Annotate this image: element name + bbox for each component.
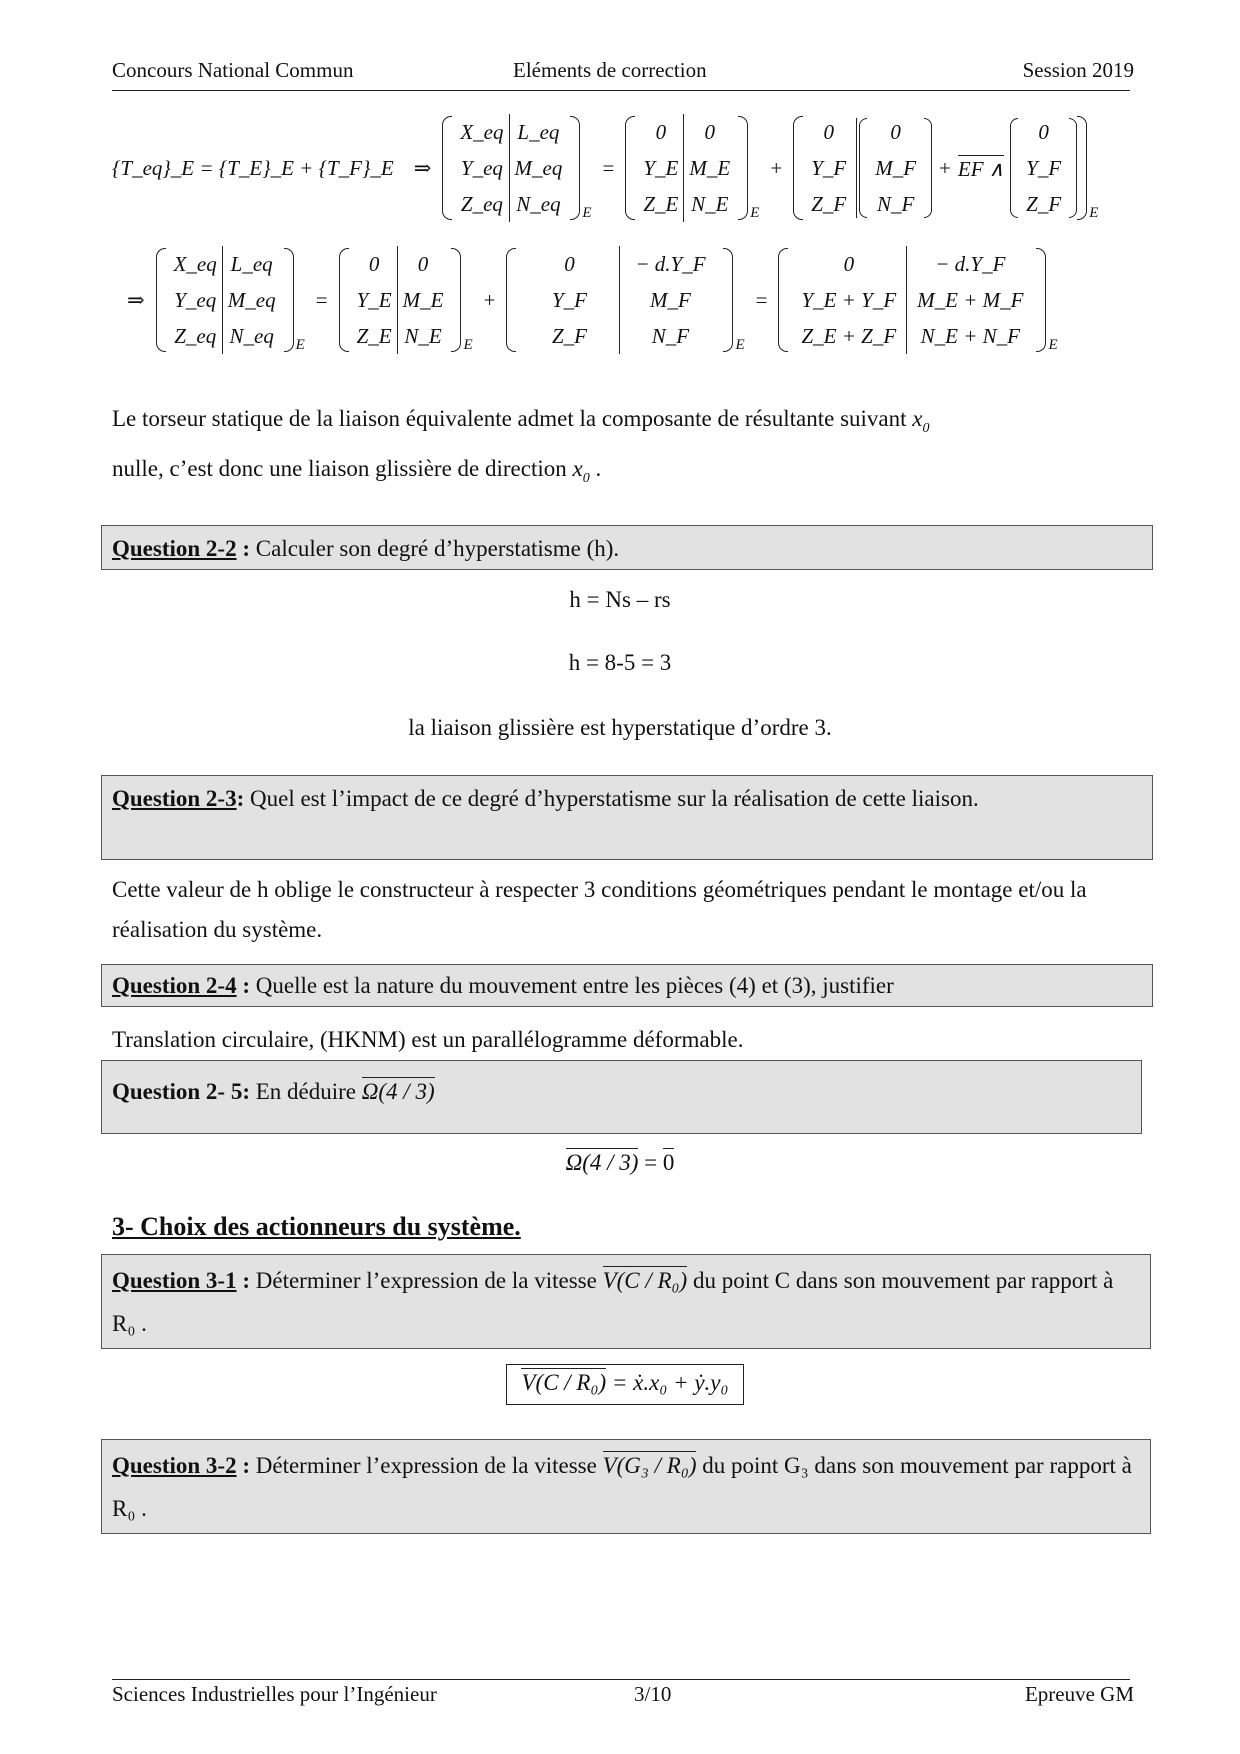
question-text: Déterminer l’expression de la vitesse	[250, 1268, 603, 1293]
answer-2-3: Cette valeur de h oblige le constructeur à respecter 3 conditions géométriques pendant le montage et/ou la réalisation du système.	[112, 877, 1087, 942]
tF-moment	[870, 114, 921, 222]
question-label: Question 3-1	[112, 1268, 237, 1293]
reference-point-subscript: E	[582, 205, 592, 221]
vector-component: Y_F	[811, 156, 847, 180]
vector-subscript: 0	[922, 421, 930, 436]
torsor-cell: Y_F	[519, 282, 620, 318]
torsor-grid	[791, 246, 1033, 354]
equals-symbol: =	[755, 287, 768, 312]
tF-resultant	[806, 114, 851, 222]
vector-subscript: 0	[582, 471, 590, 486]
torsor-cell: N_eq	[516, 192, 561, 216]
x0-vector	[572, 456, 590, 486]
right-brace	[1077, 116, 1087, 220]
answer-3-1-box	[506, 1364, 744, 1405]
torsor-F	[506, 246, 744, 354]
question-2-2-box	[101, 525, 1153, 570]
torsor-cell: Z_E + Z_F	[791, 318, 907, 354]
velocity-rhs: = ẋ.x₀ + ẏ.y₀	[611, 1370, 729, 1395]
torsor-E	[339, 246, 473, 354]
period: .	[595, 456, 602, 481]
vector-component: Y_F	[1026, 156, 1062, 180]
question-text: En déduire	[250, 1079, 362, 1104]
torsor-cell: N_E + N_F	[920, 324, 1020, 348]
torsor-cell: Z_E	[352, 318, 398, 354]
torsor-grid	[638, 114, 735, 222]
section-3-title: 3- Choix des actionneurs du système.	[112, 1212, 521, 1241]
header-rule	[112, 90, 1130, 91]
question-text-end: du point C dans son mouvement par rapport à R₀ .	[112, 1268, 1114, 1336]
torsor-cell: X_eq	[455, 114, 509, 150]
question-label: Question 2-2	[112, 536, 237, 561]
plus-symbol: +	[770, 155, 783, 180]
reference-point-subscript: E	[750, 205, 760, 221]
vector-component: 0	[1038, 120, 1049, 144]
x0-vector	[912, 406, 930, 436]
torsor-cell: Z_eq	[455, 186, 509, 222]
vector-component: 0	[823, 120, 834, 144]
left-paren	[859, 118, 867, 218]
torsor-cell: 0	[417, 252, 429, 276]
left-brace	[778, 248, 788, 352]
answer-formula: h = Ns – rs	[569, 587, 671, 612]
torsor-cell: − d.Y_F	[935, 252, 1006, 276]
vector-letter: x	[912, 406, 923, 431]
paragraph-line-2: nulle, c’est donc une liaison glissière de direction	[112, 456, 567, 481]
question-colon: :	[236, 1453, 251, 1478]
question-label: Question 2-3	[112, 786, 237, 811]
vector-letter: x	[572, 456, 583, 481]
question-label: Question 3-2	[112, 1453, 237, 1478]
question-label: Question 2-4	[112, 973, 237, 998]
omega-lhs: Ω(4 / 3)	[565, 1150, 639, 1175]
torsor-cell: M_E	[689, 156, 731, 180]
velocity-expression: V(G₃ / R₀)	[602, 1453, 697, 1478]
answer-conclusion: la liaison glissière est hyperstatique d’ordre 3.	[408, 715, 832, 740]
torsor-cell: 0	[791, 246, 907, 282]
left-paren	[1010, 118, 1018, 218]
footer-rule	[112, 1679, 1130, 1680]
reference-point-subscript: E	[735, 337, 745, 353]
torsor-cell: L_eq	[230, 252, 273, 276]
equals-symbol: =	[638, 1150, 663, 1175]
question-label: Question 2- 5:	[112, 1079, 250, 1104]
right-brace	[451, 248, 461, 352]
question-colon: :	[236, 536, 251, 561]
answer-2-4: Translation circulaire, (HKNM) est un parallélogramme déformable.	[112, 1027, 744, 1052]
torsor-cell: Y_E + Y_F	[791, 282, 907, 318]
torsor-cell: 0	[638, 114, 684, 150]
right-paren	[924, 118, 932, 218]
footer-left: Sciences Industrielles pour l’Ingénieur	[112, 1682, 437, 1706]
torsor-cell: Z_E	[638, 186, 684, 222]
torsor-grid	[169, 246, 281, 354]
question-text: Quel est l’impact de ce degré d’hyperstatisme sur la réalisation de cette liaison.	[244, 786, 979, 811]
right-brace	[723, 248, 733, 352]
question-text: Déterminer l’expression de la vitesse	[250, 1453, 603, 1478]
left-brace	[442, 116, 452, 220]
equals-symbol: =	[315, 287, 328, 312]
torsor-E	[625, 114, 759, 222]
question-text-end: du point G₃ dans son mouvement par rapport à R₀ .	[112, 1453, 1132, 1521]
torsor-cell: Y_eq	[455, 150, 509, 186]
question-colon: :	[236, 973, 251, 998]
torsor-sum-lhs: {T_eq}_E = {T_E}_E + {T_F}_E	[112, 155, 394, 180]
torsor-cell: X_eq	[169, 246, 223, 282]
torsor-cell: N_E	[691, 192, 729, 216]
equation-line-2	[120, 240, 1062, 360]
torsor-grid	[519, 246, 720, 354]
torsor-cell: M_F	[650, 288, 691, 312]
torsor-cell: 0	[704, 120, 716, 144]
plus-symbol: +	[483, 287, 496, 312]
torsor-eq	[442, 114, 591, 222]
zero-vector: 0	[662, 1150, 675, 1175]
header-center: Eléments de correction	[513, 58, 707, 82]
torsor-cell: Z_eq	[169, 318, 223, 354]
torsor-cell: N_E	[404, 324, 442, 348]
question-text: Calculer son degré d’hyperstatisme (h).	[250, 536, 620, 561]
torsor-cell: M_eq	[227, 288, 276, 312]
torsor-cell: 0	[352, 246, 398, 282]
implies-symbol: ⇒	[127, 287, 145, 312]
torsor-sum	[778, 246, 1057, 354]
left-brace	[339, 248, 349, 352]
question-3-1-box	[101, 1254, 1151, 1349]
implies-symbol: ⇒	[413, 155, 432, 180]
torsor-cell: N_F	[651, 324, 690, 348]
header-left: Concours National Commun	[112, 58, 354, 82]
vector-component: Z_F	[811, 192, 847, 216]
right-paren	[1069, 118, 1077, 218]
left-brace	[506, 248, 516, 352]
footer-right: Epreuve GM	[1024, 1682, 1134, 1706]
vector-component: N_F	[876, 192, 915, 216]
omega-expression: Ω(4 / 3)	[361, 1079, 435, 1104]
left-brace	[156, 248, 166, 352]
velocity-expression: V(C / R₀)	[602, 1268, 688, 1293]
reference-point-subscript: E	[1048, 337, 1058, 353]
left-brace	[793, 116, 803, 220]
left-brace	[625, 116, 635, 220]
plus-symbol: +	[939, 155, 951, 180]
answer-value: h = 8-5 = 3	[568, 650, 672, 675]
torsor-cell: N_eq	[229, 324, 274, 348]
equals-symbol: =	[602, 155, 615, 180]
torsor-divider	[856, 118, 857, 218]
right-brace	[570, 116, 580, 220]
question-2-4-box	[101, 964, 1153, 1007]
paragraph-conclusion	[112, 399, 1122, 499]
ef-vector: EF ∧	[957, 156, 1005, 181]
reference-point-subscript: E	[295, 337, 305, 353]
torsor-cell: Y_E	[352, 282, 398, 318]
velocity-lhs: V(C / R₀)	[521, 1370, 607, 1395]
ef-cross-vector	[1021, 114, 1066, 222]
question-text: Quelle est la nature du mouvement entre les pièces (4) et (3), justifier	[250, 973, 894, 998]
torsor-cell: Y_eq	[169, 282, 223, 318]
answer-2-5	[0, 1150, 1240, 1176]
question-2-5-box	[101, 1060, 1142, 1134]
torsor-cell: Y_E	[638, 150, 684, 186]
torsor-grid	[455, 114, 567, 222]
right-brace	[1036, 248, 1046, 352]
torsor-cell: Z_F	[519, 318, 620, 354]
torsor-cell: M_E	[402, 288, 444, 312]
torsor-cell: 0	[519, 246, 620, 282]
vector-component: 0	[890, 120, 901, 144]
vector-component: Z_F	[1026, 192, 1062, 216]
right-brace	[738, 116, 748, 220]
torsor-cell: M_E + M_F	[917, 288, 1024, 312]
question-3-2-box	[101, 1439, 1151, 1534]
torsor-cell: L_eq	[517, 120, 560, 144]
question-colon: :	[236, 1268, 251, 1293]
torsor-eq	[156, 246, 305, 354]
torsor-grid	[352, 246, 449, 354]
question-2-3-box	[101, 775, 1153, 860]
reference-point-subscript: E	[1089, 205, 1099, 221]
question-colon: :	[236, 786, 245, 811]
right-brace	[284, 248, 294, 352]
equation-line-1	[112, 108, 1102, 228]
torsor-cell: M_eq	[514, 156, 563, 180]
torsor-F-transport	[793, 114, 1098, 222]
vector-component: M_F	[875, 156, 917, 180]
paragraph-line-1: Le torseur statique de la liaison équivalente admet la composante de résultante suivant	[112, 406, 907, 431]
reference-point-subscript: E	[463, 337, 473, 353]
footer-page-number: 3/10	[634, 1682, 672, 1706]
header-right: Session 2019	[1022, 58, 1134, 82]
torsor-cell: − d.Y_F	[635, 252, 706, 276]
